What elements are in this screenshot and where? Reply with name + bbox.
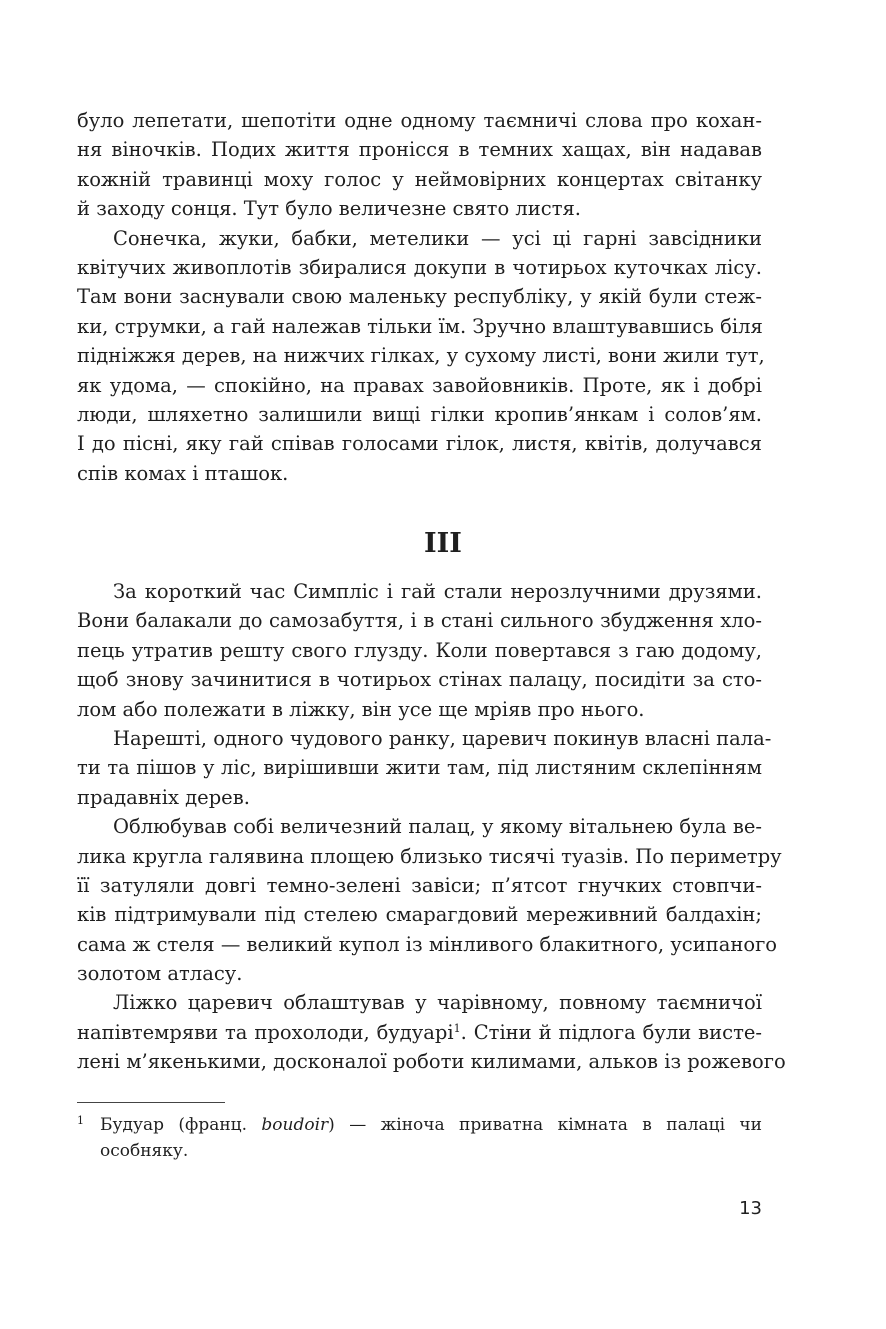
text-line: Облюбував собі величезний палац, у якому вітальнею була ве- (113, 815, 762, 839)
text-line: лені м’якенькими, досконалої роботи килимами, альков із рожевого (77, 1050, 786, 1074)
text-line: І до пісні, яку гай співав голосами гілок, листя, квітів, долучався (77, 432, 762, 456)
text-line: сама ж стеля — великий купол із мінливого блакитного, усипаного (77, 932, 778, 956)
footnote-definition: ) — жіноча приватна кімната в палаці чи (328, 1115, 762, 1135)
text-line: було лепетати, шепотіти одне одному таємничі слова про кохан- (77, 109, 762, 132)
text-line: пець утратив решту свого глузду. Коли повертався з гаю додому, (77, 638, 762, 662)
text-line-with-footnote-ref (77, 1018, 762, 1047)
text-line: Нарешті, одного чудового ранку, царевич покинув власні пала- (113, 726, 772, 750)
text-fragment: напівтемряви та прохолоди, будуарі (77, 1020, 454, 1044)
text-line: люди, шляхетно залишили вищі гілки кропив’янкам і солов’ям. (77, 402, 762, 426)
footnote-line (77, 1112, 762, 1138)
text-line: золотом атласу. (77, 962, 243, 986)
page-number: 13 (739, 1198, 762, 1219)
text-line: щоб знову зачинитися в чотирьох стінах палацу, посидіти за сто- (77, 668, 762, 692)
text-line: підніжжя дерев, на нижчих гілках, у сухому листі, вони жили тут, (77, 344, 765, 368)
text-line: ки, струмки, а гай належав тільки їм. Зручно влаштувавшись біля (77, 314, 763, 338)
text-line: прадавніх дерев. (77, 785, 250, 809)
text-fragment: . Стіни й підлога були вистe- (460, 1020, 762, 1044)
text-line: й заходу сонця. Тут було величезне свято листя. (77, 197, 582, 221)
text-line: її затуляли довгі темно-зелені завіси; п’ятсот гнучких стовпчи- (77, 873, 762, 897)
text-line: лом або полежати в ліжку, він усе ще мріяв про нього. (77, 697, 645, 721)
text-line: Там вони заснували свою маленьку республіку, у якій були стеж- (77, 285, 762, 309)
footnote-term-foreign: boudoir (261, 1115, 329, 1135)
text-line: квітучих живоплотів збиралися докупи в чотирьох куточках лісу. (77, 255, 762, 279)
text-line: За короткий час Симпліс і гай стали нерозлучними друзями. (113, 580, 762, 603)
footnote-reference[interactable]: 1 (453, 1021, 461, 1035)
text-line: ти та пішов у ліс, вирішивши жити там, під листяним склепінням (77, 756, 762, 780)
paragraph-block-top (77, 106, 765, 488)
footnote-line: особняку. (100, 1141, 189, 1161)
text-line: кожній травинці моху голос у неймовірних концертах світанку (77, 167, 762, 191)
paragraph-block-bottom (77, 577, 786, 1077)
text-line: лика кругла галявина площею близько тисячі туазів. По периметру (77, 844, 782, 868)
text-line: ків підтримували під стелею смарагдовий мереживний балдахін; (77, 903, 762, 927)
text-line: спів комах і пташок. (77, 461, 289, 485)
text-line: Ліжко царевич облаштував у чарівному, повному таємничої (113, 991, 762, 1015)
footnote-term: Будуар (франц. (100, 1115, 262, 1135)
text-line: Вони балакали до самозабуття, і в стані сильного збудження хло- (77, 609, 762, 633)
footnote (77, 1112, 762, 1164)
text-line: як удома, — спокійно, на правах завойовників. Проте, як і добрі (77, 373, 762, 397)
text-line: Сонечка, жуки, бабки, метелики — усі ці гарні завсідники (113, 226, 762, 250)
text-line: ня віночків. Подих життя пронісся в темних хащах, він надавав (77, 138, 762, 162)
chapter-heading: III (424, 528, 462, 559)
footnote-mark: 1 (77, 1114, 84, 1127)
footnote-divider (77, 1102, 225, 1103)
